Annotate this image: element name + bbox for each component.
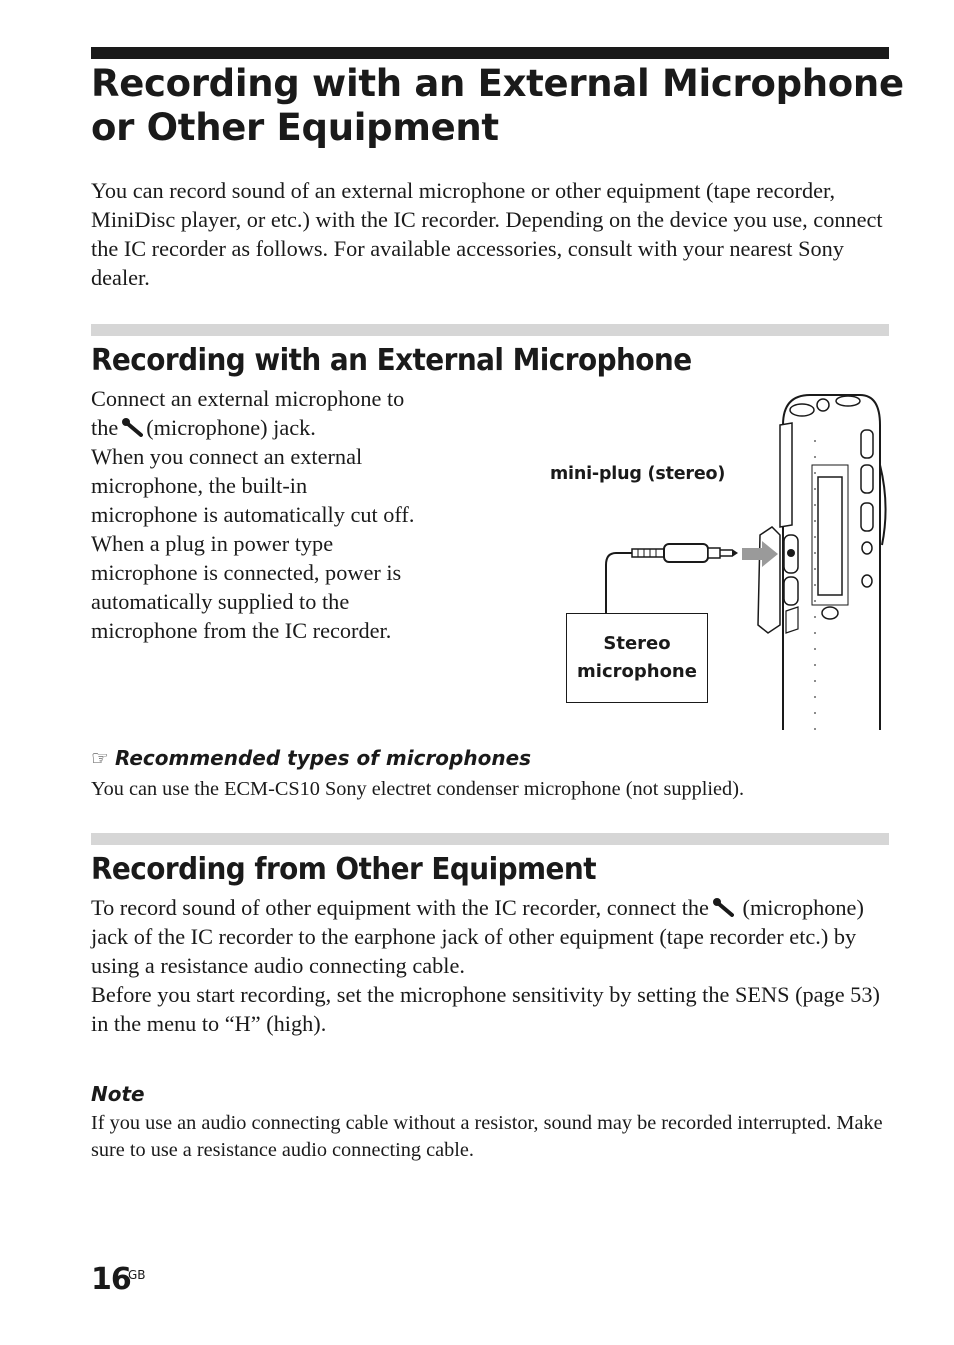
stereo-microphone-label-line1: Stereo (603, 633, 671, 654)
note-heading: Note (91, 1082, 145, 1106)
instruction-line: microphone is automatically cut off. (91, 502, 415, 527)
microphone-icon (712, 897, 734, 917)
mini-plug-label: mini-plug (stereo) (550, 464, 726, 484)
tip-heading (91, 746, 531, 770)
instruction-line: When a plug in power type (91, 531, 334, 556)
section-divider-other (91, 833, 889, 845)
other-para1-start: To record sound of other equipment with the IC recorder, connect the (91, 895, 709, 920)
other-para2: Before you start recording, set the microphone sensitivity by setting the SENS (page 53) in the menu to “H” (high). (91, 982, 880, 1036)
tip-text: You can use the ECM-CS10 Sony electret condenser microphone (not supplied). (91, 778, 745, 800)
title-rule (91, 47, 889, 59)
instruction-line-with-icon: the (microphone) jack. (91, 415, 316, 440)
external-mic-instructions (91, 384, 491, 645)
instruction-line: automatically supplied to the (91, 589, 350, 614)
section-title-external: Recording with an External Microphone (91, 343, 692, 378)
page-title-line2: or Other Equipment (91, 106, 499, 149)
tip-title: Recommended types of microphones (114, 746, 532, 770)
intro-paragraph: You can record sound of an external microphone or other equipment (tape recorder, MiniDisc player, or etc.) with the IC recorder. Depending on the device you use, connect the IC recorder as follows. For available accessories, consult with your nearest Sony dealer. (91, 178, 883, 290)
stereo-microphone-label-line2: microphone (577, 661, 697, 682)
instruction-line: microphone, the built-in (91, 473, 308, 498)
other-para1-end: (microphone) jack of the IC recorder to the earphone jack of other equipment (tape recorder etc.) by using a resistance audio connecting cable. (91, 895, 864, 978)
other-equipment-instructions (91, 893, 891, 1038)
instruction-line: Connect an external microphone to (91, 386, 405, 411)
instruction-line: microphone is connected, power is (91, 560, 402, 585)
page-number: 16 (91, 1262, 131, 1297)
page-title (91, 62, 911, 150)
section-divider-external (91, 324, 889, 336)
section-title-other: Recording from Other Equipment (91, 852, 597, 887)
stereo-microphone-box (566, 613, 708, 703)
connection-diagram (540, 385, 890, 730)
microphone-icon (121, 417, 143, 437)
instruction-line: When you connect an external (91, 444, 363, 469)
page-title-line1: Recording with an External Microphone (91, 62, 904, 105)
page-number-suffix: GB (128, 1268, 146, 1282)
pointing-hand-icon: ☞ (91, 746, 109, 770)
instruction-line: microphone from the IC recorder. (91, 618, 392, 643)
note-text: If you use an audio connecting cable without a resistor, sound may be recorded interrupted. Make sure to use a resistance audio connecting cable. (91, 1112, 883, 1161)
